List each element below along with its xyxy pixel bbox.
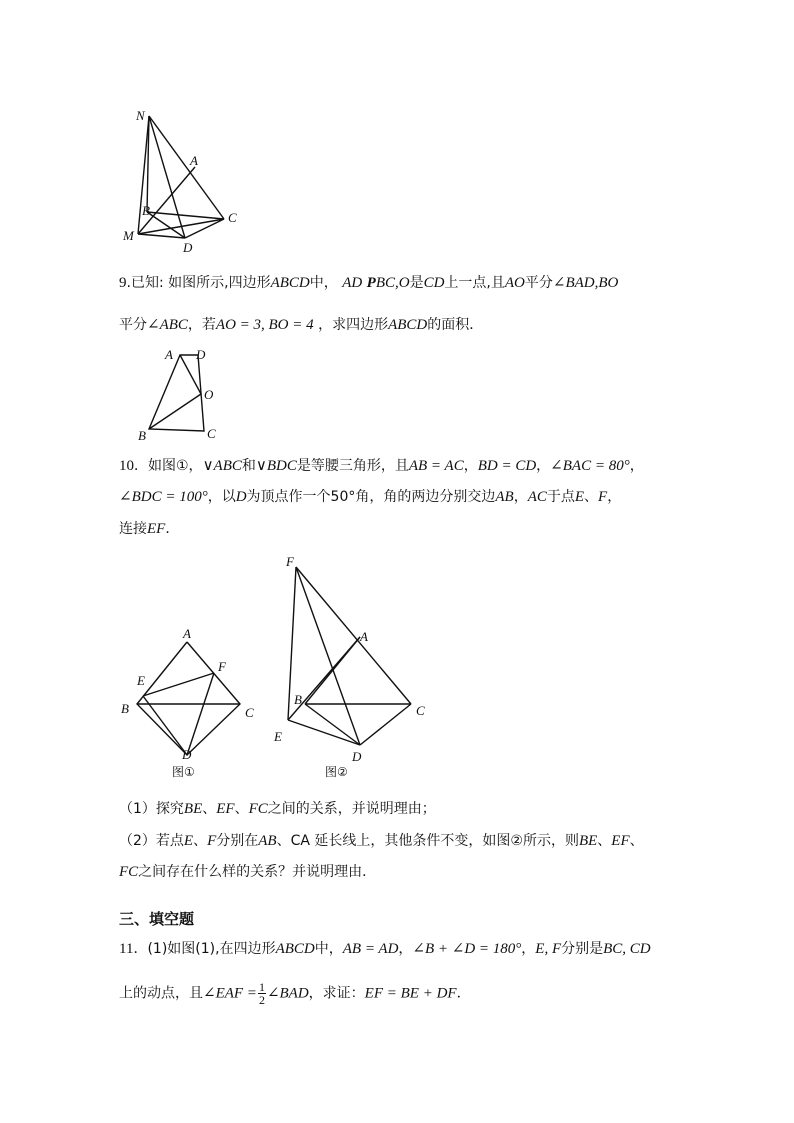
label-e: E: [137, 673, 145, 688]
q10-line-3: 连接EF．: [119, 521, 180, 537]
q9-line-2: 平分∠ABC，若AO = 3, BO = 4 ，求四边形ABCD的面积．: [119, 317, 484, 333]
figure-2-extended: [268, 552, 443, 784]
label-d: D: [183, 240, 193, 254]
figure-trapezoid: [132, 343, 232, 443]
q10-line-2: ∠BDC = 100°，以D为顶点作一个50°角，角的两边分别交边AB，AC于点E、F，: [119, 489, 622, 505]
q11-line-2: 上的动点，且∠EAF = $\frac{1}{2}$ ∠BAD，求证：EF = BE + DF．: [119, 980, 471, 1007]
q11-line-1: 11．(1)如图(1),在四边形ABCD中，AB = AD，∠B + ∠D = 180°，E, F分别是BC, CD: [119, 941, 651, 957]
label-a: A: [183, 626, 191, 641]
q10-sub2-line-2: FC之间存在什么样的关系？并说明理由．: [119, 864, 377, 880]
label-d: D: [352, 749, 362, 764]
figure-2-caption: 图②: [325, 765, 348, 779]
label-f: F: [218, 659, 226, 674]
figure-pyramid: [110, 104, 270, 254]
label-o: O: [204, 387, 214, 402]
label-c: C: [228, 210, 237, 225]
figure-1-caption: 图①: [172, 765, 195, 779]
label-b: B: [294, 692, 302, 707]
label-c: C: [207, 426, 216, 441]
section-heading: 三、填空题: [119, 910, 195, 928]
label-a: A: [190, 153, 198, 168]
label-c: C: [416, 703, 425, 718]
figure-1-diamond: [115, 622, 265, 784]
label-a: A: [165, 347, 173, 362]
q10-line-1: 10．如图①，∨ABC和∨BDC是等腰三角形，且AB = AC，BD = CD，∠BAC = 80°，: [119, 458, 644, 474]
label-c: C: [245, 705, 254, 720]
label-a: A: [360, 629, 368, 644]
label-b: B: [121, 701, 129, 716]
label-b: B: [142, 203, 150, 218]
label-b: B: [138, 428, 146, 443]
q10-sub2-line-1: （2）若点E、F分别在AB、CA 延长线上，其他条件不变，如图②所示，则BE、EF、: [119, 833, 644, 849]
fraction-one-half: $\frac{1}{2}$: [258, 980, 265, 1007]
label-d: D: [182, 747, 192, 762]
label-f: F: [286, 554, 294, 569]
label-n: N: [136, 108, 145, 123]
label-m: M: [123, 228, 134, 243]
q10-sub1: （1）探究BE、EF、FC之间的关系，并说明理由；: [119, 801, 436, 817]
label-e: E: [274, 729, 282, 744]
q9-line-1: 9.已知: 如图所示,四边形ABCD中， AD PBC,O是CD上一点,且AO平分∠BAD,BO: [119, 275, 619, 291]
label-d: D: [196, 347, 206, 362]
